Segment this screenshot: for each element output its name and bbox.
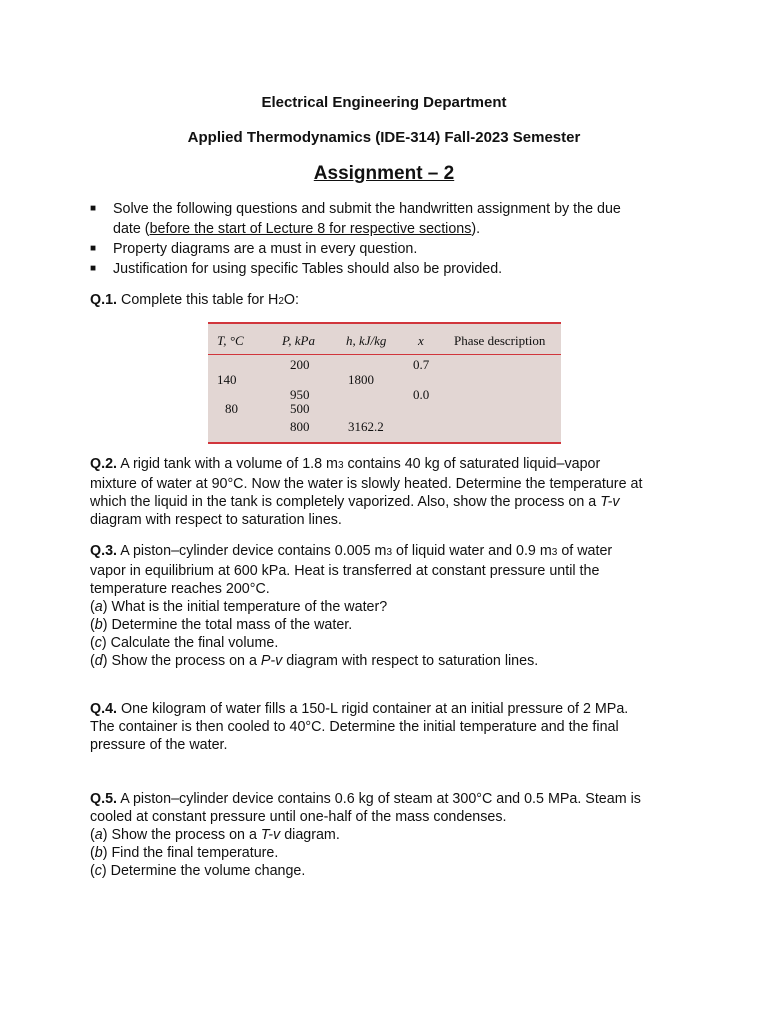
question-label: Q.4. (90, 701, 118, 717)
square-bullet-icon: ■ (90, 203, 97, 214)
sub-question: (d) Show the process on a P-v diagram with respect to saturation lines. (90, 653, 539, 669)
col-header-enthalpy: h, kJ/kg (346, 333, 387, 348)
subscript: 2 (278, 296, 284, 307)
table-cell: 500 (290, 401, 310, 416)
col-header-pressure: P, kPa (282, 333, 315, 348)
question-text: of water (557, 543, 613, 559)
table-cell: 1800 (348, 372, 374, 387)
question-text: One kilogram of water fills a 150-L rigid container at an initial pressure of 2 MPa. (121, 701, 629, 717)
question-text: mixture of water at 90°C. Now the water is slowly heated. Determine the temperature at (90, 476, 643, 492)
sub-question: (c) Determine the volume change. (90, 863, 306, 879)
instruction-item (90, 259, 690, 279)
instruction-item (90, 239, 690, 259)
question-text: A rigid tank with a volume of 1.8 m (120, 456, 338, 472)
instruction-text: Justification for using specific Tables should also be provided. (113, 261, 503, 277)
sub-question: (b) Find the final temperature. (90, 845, 279, 861)
sub-question: (b) Determine the total mass of the water. (90, 617, 353, 633)
sub-question: (a) Show the process on a T-v diagram. (90, 827, 340, 843)
square-bullet-icon: ■ (90, 243, 97, 254)
question-5 (90, 790, 690, 880)
question-2 (90, 455, 690, 529)
course-title: Applied Thermodynamics (IDE-314) Fall-2023 Semester (187, 129, 581, 146)
question-4 (90, 700, 690, 754)
question-label: Q.1. (90, 292, 118, 308)
question-label: Q.3. (90, 543, 118, 559)
question-label: Q.2. (90, 456, 118, 472)
question-text: temperature reaches 200°C. (90, 581, 270, 597)
exponent: 3 (337, 460, 344, 471)
question-text: A piston–cylinder device contains 0.005 m (120, 543, 387, 559)
sub-question: (c) Calculate the final volume. (90, 635, 279, 651)
table-cell: 140 (217, 372, 237, 387)
department-title: Electrical Engineering Department (261, 94, 507, 111)
table-cell: 200 (290, 357, 310, 372)
question-text: Complete this table for H (121, 292, 279, 308)
col-header-phase: Phase description (454, 333, 546, 348)
assignment-title: Assignment – 2 (313, 163, 455, 184)
exponent: 3 (386, 547, 393, 558)
table-cell: 950 (290, 387, 310, 402)
col-header-quality: x (418, 333, 424, 348)
due-date-note: before the start of Lecture 8 for respective sections (149, 221, 472, 237)
table-cell: 0.7 (413, 357, 430, 372)
question-text: vapor in equilibrium at 600 kPa. Heat is transferred at constant pressure until the (90, 563, 600, 579)
question-text: diagram with respect to saturation lines. (90, 512, 342, 528)
col-header-temperature: T, °C (217, 333, 244, 348)
instruction-item (90, 199, 690, 239)
sub-question: (a) What is the initial temperature of the water? (90, 599, 388, 615)
table-cell: 80 (225, 401, 238, 416)
instruction-list (90, 199, 690, 279)
exponent: 3 (551, 547, 558, 558)
question-text: of liquid water and 0.9 m (392, 543, 552, 559)
property-table (208, 322, 561, 444)
table-cell: 800 (290, 419, 310, 434)
question-1 (90, 291, 690, 311)
table-cell: 0.0 (413, 387, 430, 402)
instruction-text: Property diagrams are a must in every question. (113, 241, 418, 257)
instruction-text: Solve the following questions and submit the handwritten assignment by the due (113, 201, 621, 217)
question-3 (90, 542, 690, 670)
question-label: Q.5. (90, 791, 118, 807)
question-text: cooled at constant pressure until one-half of the mass condenses. (90, 809, 507, 825)
question-text: which the liquid in the tank is completely vaporized. Also, show the process on a (90, 494, 601, 510)
instruction-text: date ( (113, 221, 150, 237)
question-text: O: (283, 292, 300, 308)
diagram-type: T-v (600, 494, 620, 510)
header-rule (208, 354, 561, 355)
square-bullet-icon: ■ (90, 263, 97, 274)
question-text: A piston–cylinder device contains 0.6 kg of steam at 300°C and 0.5 MPa. Steam is (120, 791, 641, 807)
question-text: The container is then cooled to 40°C. Determine the initial temperature and the final (90, 719, 619, 735)
instruction-text: ). (471, 221, 481, 237)
question-text: contains 40 kg of saturated liquid–vapor (343, 456, 601, 472)
table-cell: 3162.2 (348, 419, 384, 434)
question-text: pressure of the water. (90, 737, 228, 753)
